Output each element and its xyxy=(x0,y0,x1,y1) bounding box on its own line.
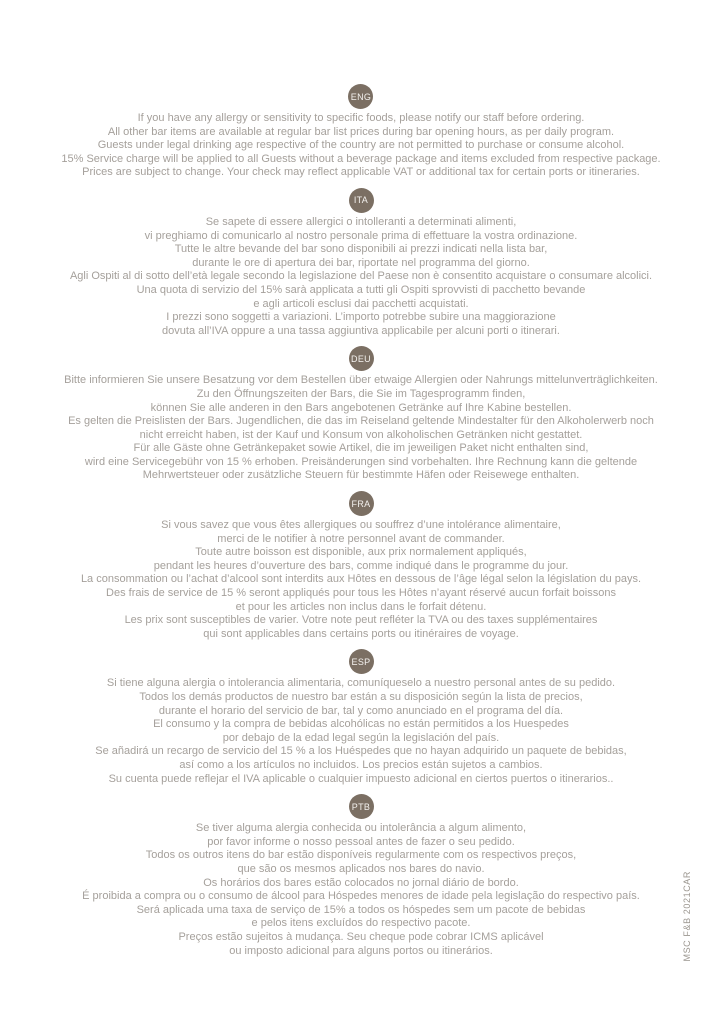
section-fra xyxy=(81,491,641,641)
badge-label-eng: ENG xyxy=(350,91,372,102)
disclaimer-line: por debajo de la edad legal según la legislación del país. xyxy=(222,731,500,744)
disclaimer-line: dovuta all’IVA oppure a una tassa aggiuntiva applicabile per alcuni porti o itinerari. xyxy=(162,324,560,337)
disclaimer-line: Si tiene alguna alergia o intolerancia alimentaria, comuníqueselo a nuestro personal antes de su pedido. xyxy=(106,677,616,690)
disclaimer-line: por favor informe o nosso pessoal antes de fazer o seu pedido. xyxy=(207,835,515,848)
disclaimer-line: durante el horario del servicio de bar, tal y como anunciado en el programa del día. xyxy=(158,704,564,717)
disclaimer-line: Se tiver alguma alergia conhecida ou intolerância a algum alimento, xyxy=(195,822,527,835)
disclaimer-line: Für alle Gäste ohne Getränkepaket sowie Artikel, die im jeweiligen Paket nicht enthalten sind, xyxy=(133,442,589,455)
disclaimer-line: Es gelten die Preislisten der Bars. Jugendlichen, die das im Reiseland geltende Mindestalter für den Alkoholerwerb noch xyxy=(68,415,654,428)
section-esp xyxy=(95,649,626,786)
language-badge-deu xyxy=(349,346,374,371)
disclaimer-line: Prices are subject to change. Your check may reflect applicable VAT or additional tax for certain ports or itineraries. xyxy=(82,166,640,179)
disclaimer-line: I prezzi sono soggetti a variazioni. L’importo potrebbe subire una maggiorazione xyxy=(166,311,556,324)
badge-label-deu: DEU xyxy=(351,353,371,364)
badge-label-ita: ITA xyxy=(353,195,369,206)
section-ita xyxy=(70,188,652,338)
disclaimer-line: Tutte le altre bevande del bar sono disponibili ai prezzi indicati nella lista bar, xyxy=(174,243,548,256)
disclaimer-line: Todos los demás productos de nuestro bar están a su disposición según la lista de precios, xyxy=(139,691,583,703)
disclaimer-line: durante le ore di apertura dei bar, riportate nel programma del giorno. xyxy=(192,256,530,269)
disclaimer-line: así como a los artículos no incluidos. Los precios están sujetos a cambios. xyxy=(179,758,543,771)
disclaimer-line: Preços estão sujeitos à mudança. Seu cheque pode cobrar ICMS aplicável xyxy=(178,930,544,943)
disclaimer-line: e pelos itens excluídos do respectivo pacote. xyxy=(251,917,471,930)
language-badge-ita xyxy=(349,188,374,213)
disclaimer-line: Des frais de service de 15 % seront appliqués pour tous les Hôtes n’ayant réservé aucun forfait boissons xyxy=(106,587,616,600)
disclaimer-line: Será aplicada uma taxa de serviço de 15% a todos os hóspedes sem um pacote de bebidas xyxy=(136,903,586,916)
disclaimer-line: El consumo y la compra de bebidas alcohólicas no están permitidos a los Huespedes xyxy=(153,718,569,731)
document-code: MSC F&B 2021CAR xyxy=(682,871,692,962)
disclaimer-line: Guests under legal drinking age respective of the country are not permitted to purchase or consume alcohol. xyxy=(97,139,625,152)
disclaimer-line: É proibida a compra ou o consumo de álcool para Hóspedes menores de idade pela legislação do respectivo país. xyxy=(82,890,640,903)
disclaimer-line: merci de le notifier à notre personnel avant de commander. xyxy=(217,532,505,545)
disclaimer-line: Una quota di servizio del 15% sarà applicata a tutti gli Ospiti sprovvisti di pacchetto bevande xyxy=(136,283,586,296)
disclaimer-line: pendant les heures d’ouverture des bars, comme indiqué dans le programme du jour. xyxy=(153,559,569,572)
disclaimer-line: Bitte informieren Sie unsere Besatzung vor dem Bestellen über etwaige Allergien oder Nahrungs mittelunverträglichkeiten. xyxy=(64,374,658,387)
disclaimer-line: et pour les articles non inclus dans le forfait détenu. xyxy=(235,600,487,613)
disclaimer-line: Si vous savez que vous êtes allergiques ou souffrez d’une intolérance alimentaire, xyxy=(161,519,561,532)
section-eng xyxy=(61,84,660,180)
disclaimer-line: If you have any allergy or sensitivity to specific foods, please notify our staff before ordering. xyxy=(137,112,585,124)
disclaimer-line: nicht erreicht haben, ist der Kauf und Konsum von alkoholischen Getränken nicht gestattet. xyxy=(139,428,583,441)
disclaimer-line: Zu den Öffnungszeiten der Bars, die Sie im Tagesprogramm finden, xyxy=(196,387,526,400)
disclaimer-line: Mehrwertsteuer oder zusätzliche Steuern für bestimmte Häfen oder Reisewege enthalten. xyxy=(142,469,580,482)
badge-label-fra: FRA xyxy=(351,498,371,509)
disclaimer-line: Os horários dos bares estão colocados no jornal diário de bordo. xyxy=(203,876,519,889)
disclaimer-line: Agli Ospiti al di sotto dell’età legale secondo la legislazione del Paese non è consentito acquistare o consumare alcolici. xyxy=(69,270,653,283)
disclaimer-line: que são os mesmos aplicados nos bares do navio. xyxy=(237,862,485,875)
language-badge-esp xyxy=(349,649,374,674)
disclaimer-line: vi preghiamo di comunicarlo al nostro personale prima di effettuare la vostra ordinazione. xyxy=(144,229,578,242)
language-badge-eng xyxy=(348,84,373,109)
disclaimer-line: Se añadirá un recargo de servicio del 15 % a los Huéspedes que no hayan adquirido un paquete de bebidas, xyxy=(95,745,627,758)
disclaimer-line: qui sont applicables dans certains ports ou itinéraires de voyage. xyxy=(203,627,519,640)
disclaimer-line: 15% Service charge will be applied to all Guests without a beverage package and items excluded from respective package. xyxy=(61,152,661,165)
disclaimer-line: e agli articoli esclusi dai pacchetti acquistati. xyxy=(253,297,469,310)
badge-label-esp: ESP xyxy=(351,656,371,667)
language-badge-ptb xyxy=(349,794,374,819)
language-badge-fra xyxy=(349,491,374,516)
disclaimer-line: Les prix sont susceptibles de varier. Votre note peut refléter la TVA ou des taxes supplémentaires xyxy=(124,614,598,627)
disclaimer-line: All other bar items are available at regular bar list prices during bar opening hours, as per daily program. xyxy=(107,125,615,138)
disclaimer-line: können Sie alle anderen in den Bars angebotenen Getränke auf Ihre Kabine bestellen. xyxy=(150,401,572,414)
disclaimer-line: wird eine Servicegebühr von 15 % erhoben. Preisänderungen sind vorbehalten. Ihre Rechnung kann die geltende xyxy=(84,455,638,468)
disclaimer-line: ou imposto adicional para alguns portos ou itinerários. xyxy=(229,944,493,957)
badge-label-ptb: PTB xyxy=(351,801,371,812)
disclaimer-line: Todos os outros itens do bar estão disponíveis regularmente com os respectivos preços, xyxy=(145,849,577,862)
disclaimer-line: Toute autre boisson est disponible, aux prix normalement appliqués, xyxy=(195,546,527,559)
disclaimer-line: Su cuenta puede reflejar el IVA aplicable o cualquier impuesto adicional en ciertos puertos o itinerarios.. xyxy=(108,772,614,785)
section-ptb xyxy=(82,794,640,958)
disclaimer-line: Se sapete di essere allergici o intolleranti a determinati alimenti, xyxy=(205,215,517,228)
section-deu xyxy=(64,346,658,483)
disclaimer-line: La consommation ou l’achat d’alcool sont interdits aux Hôtes en dessous de l’âge légal selon la législation du pays. xyxy=(80,573,642,586)
